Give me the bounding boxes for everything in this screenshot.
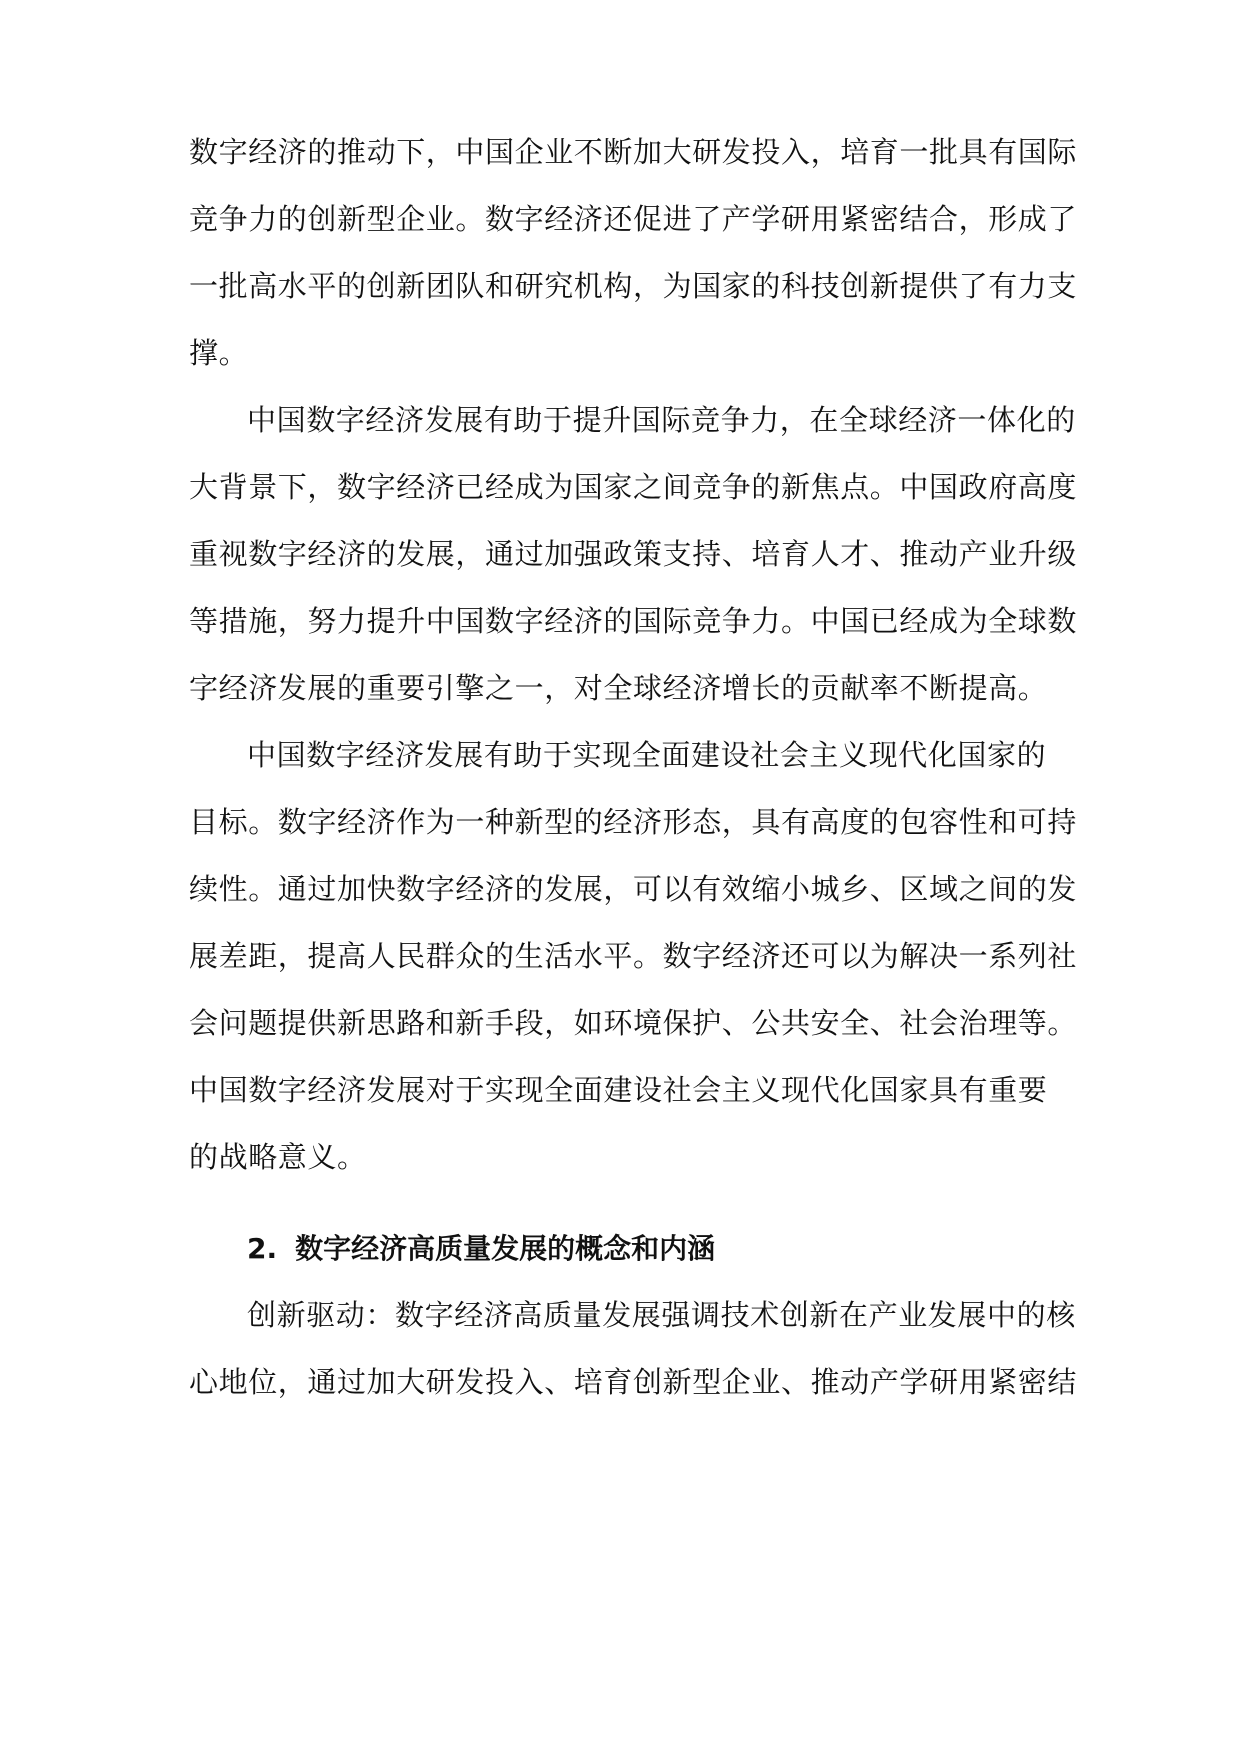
paragraph-line: 竞争力的创新型企业。数字经济还促进了产学研用紧密结合，形成了 — [189, 202, 1078, 236]
paragraph-line: 数字经济的推动下，中国企业不断加大研发投入，培育一批具有国际 — [189, 135, 1078, 169]
paragraph-line: 心地位，通过加大研发投入、培育创新型企业、推动产学研用紧密结 — [189, 1365, 1078, 1399]
paragraph-line: 撑。 — [189, 336, 249, 370]
paragraph-line: 重视数字经济的发展，通过加强政策支持、培育人才、推动产业升级 — [189, 537, 1078, 571]
paragraph-line: 一批高水平的创新团队和研究机构，为国家的科技创新提供了有力支 — [189, 269, 1078, 303]
paragraph-line: 目标。数字经济作为一种新型的经济形态，具有高度的包容性和可持 — [189, 805, 1078, 839]
paragraph-line: 等措施，努力提升中国数字经济的国际竞争力。中国已经成为全球数 — [189, 604, 1078, 638]
paragraph-line: 字经济发展的重要引擎之一，对全球经济增长的贡献率不断提高。 — [189, 671, 1048, 705]
paragraph-line: 中国数字经济发展有助于实现全面建设社会主义现代化国家的 — [247, 738, 1047, 772]
section-heading — [247, 1231, 715, 1267]
paragraph-line: 大背景下，数字经济已经成为国家之间竞争的新焦点。中国政府高度 — [189, 470, 1078, 504]
paragraph-line: 中国数字经济发展有助于提升国际竞争力，在全球经济一体化的 — [247, 403, 1076, 437]
paragraph-line: 中国数字经济发展对于实现全面建设社会主义现代化国家具有重要 — [189, 1073, 1048, 1107]
paragraph-line: 续性。通过加快数字经济的发展，可以有效缩小城乡、区域之间的发 — [189, 872, 1078, 906]
paragraph-line: 展差距，提高人民群众的生活水平。数字经济还可以为解决一系列社 — [189, 939, 1078, 973]
section-number: 2. — [247, 1232, 278, 1265]
paragraph-line: 的战略意义。 — [189, 1140, 367, 1174]
paragraph-line: 会问题提供新思路和新手段，如环境保护、公共安全、社会治理等。 — [189, 1006, 1078, 1040]
section-title: 数字经济高质量发展的概念和内涵 — [295, 1232, 716, 1265]
paragraph-line: 创新驱动：数字经济高质量发展强调技术创新在产业发展中的核 — [247, 1298, 1076, 1332]
